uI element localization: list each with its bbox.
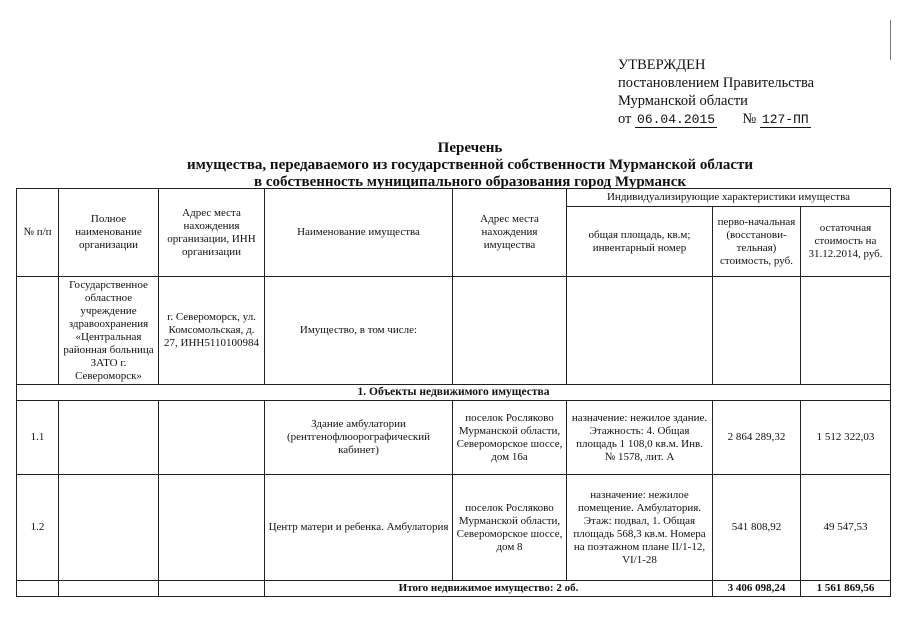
approval-date: 06.04.2015 (637, 112, 716, 127)
total-empty-3 (159, 581, 265, 597)
org-property-cell: Имущество, в том числе: (265, 277, 453, 385)
approval-date-line (618, 110, 814, 129)
title-line-3: в собственность муниципального образования город Мурманск (253, 174, 686, 190)
header-property-address: Адрес места нахождения имущества (453, 189, 567, 277)
org-empty-1 (453, 277, 567, 385)
org-name-cell: Государственное областное учреждение здравоохранения «Центральная районная больница ЗАТО г. Североморск» (59, 277, 159, 385)
row-residual-cost: 49 547,53 (801, 475, 891, 581)
scan-edge-mark (890, 20, 897, 60)
row-org-empty (59, 401, 159, 475)
org-row (17, 277, 891, 385)
title-line-1: Перечень (437, 140, 503, 156)
org-empty-4 (801, 277, 891, 385)
row-property-name: Центр матери и ребенка. Амбулатория (265, 475, 453, 581)
org-address-cell: г. Североморск, ул. Комсомольская, д. 27, ИНН5110100984 (159, 277, 265, 385)
approval-line-2: постановлением Правительства (618, 75, 815, 91)
row-num: 1.1 (17, 401, 59, 475)
property-table (16, 188, 891, 597)
row-num: 1.2 (17, 475, 59, 581)
title-line-2: имущества, передаваемого из государственной собственности Мурманской области (186, 157, 754, 173)
row-property-name: Здание амбулатории (рентгенофлюорографический кабинет) (265, 401, 453, 475)
org-row-num (17, 277, 59, 385)
header-characteristics-group: Индивидуализирующие характеристики имущества (567, 189, 891, 207)
header-initial-cost: перво-начальная (восстанови-тельная) стоимость, руб. (713, 207, 801, 277)
row-address-empty (159, 401, 265, 475)
row-org-empty (59, 475, 159, 581)
date-prefix: от (618, 111, 632, 127)
row-residual-cost: 1 512 322,03 (801, 401, 891, 475)
row-initial-cost: 2 864 289,32 (713, 401, 801, 475)
row-property-address: поселок Росляково Мурманской области, Североморское шоссе, дом 8 (453, 475, 567, 581)
total-empty-1 (17, 581, 59, 597)
total-label: Итого недвижимое имущество: 2 об. (265, 581, 713, 597)
approval-title: УТВЕРЖДЕН (618, 57, 706, 73)
header-property-name: Наименование имущества (265, 189, 453, 277)
section-row (17, 385, 891, 401)
section-title: 1. Объекты недвижимого имущества (17, 385, 891, 401)
approval-number: 127-ПП (761, 112, 809, 127)
table-row (17, 475, 891, 581)
row-property-address: поселок Росляково Мурманской области, Североморское шоссе, дом 16а (453, 401, 567, 475)
header-org-address: Адрес места нахождения организации, ИНН организации (159, 189, 265, 277)
table-row (17, 401, 891, 475)
approval-line-3: Мурманской области (618, 93, 748, 109)
row-address-empty (159, 475, 265, 581)
row-characteristics: назначение: нежилое здание. Этажность: 4. Общая площадь 1 108,0 кв.м. Инв. № 1578, лит. А (567, 401, 713, 475)
header-org-name: Полное наименование организации (59, 189, 159, 277)
number-prefix: № (742, 111, 757, 127)
total-empty-2 (59, 581, 159, 597)
org-empty-3 (713, 277, 801, 385)
org-empty-2 (567, 277, 713, 385)
header-residual-cost: остаточная стоимость на 31.12.2014, руб. (801, 207, 891, 277)
header-row-1 (17, 189, 891, 207)
header-area-inventory: общая площадь, кв.м; инвентарный номер (567, 207, 713, 277)
row-characteristics: назначение: нежилое помещение. Амбулатория. Этаж: подвал, 1. Общая площадь 568,3 кв.м. Номера на поэтажном плане II/1-12, VI/1-28 (567, 475, 713, 581)
row-initial-cost: 541 808,92 (713, 475, 801, 581)
total-initial-cost: 3 406 098,24 (713, 581, 801, 597)
total-residual-cost: 1 561 869,56 (801, 581, 891, 597)
header-num: № п/п (17, 189, 59, 277)
total-row (17, 581, 891, 597)
document-title (120, 140, 820, 191)
approval-stamp (618, 56, 814, 129)
